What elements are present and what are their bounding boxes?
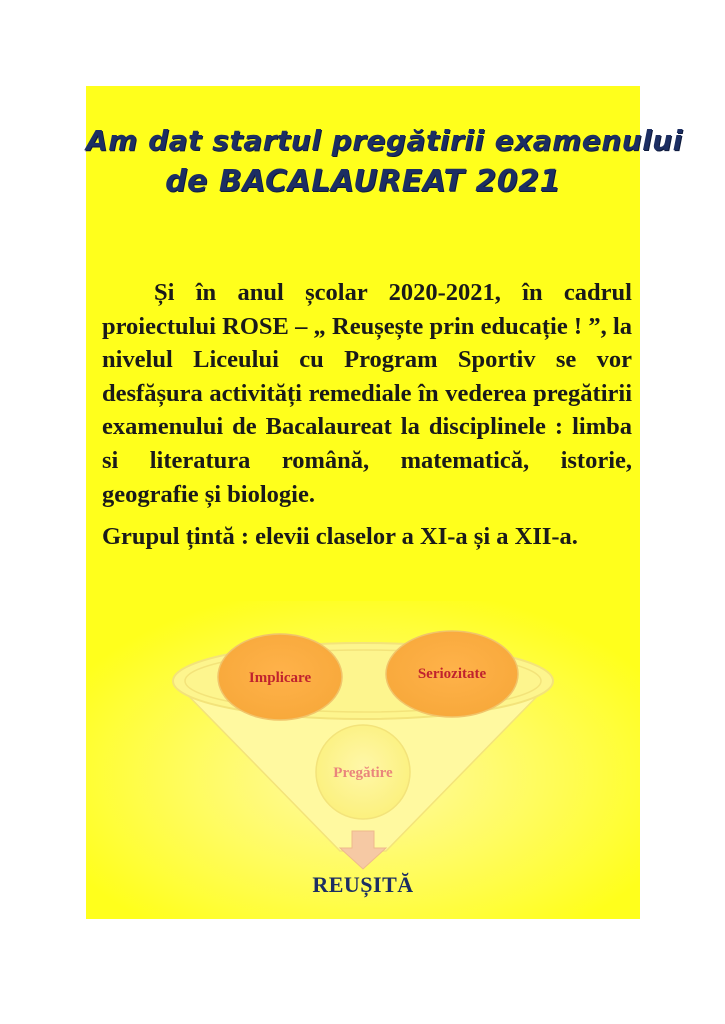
title-line-2: de BACALAUREAT 2021 (165, 164, 561, 199)
label-implicare: Implicare (248, 670, 312, 686)
result-label: REUȘITĂ (312, 872, 414, 897)
label-seriozitate: Seriozitate (417, 666, 487, 682)
poster (86, 86, 683, 919)
body-paragraph: Și în anul școlar 2020-2021, în cadrul proiectului ROSE – „ Reușește prin educație ! ”, la nivelul Liceului cu Program Sportiv se vor desfășura activități remediale în vederea pregătirii examenului de Bacalaureat la disciplinele : limba si literatura română, matematică, istorie, geografie și biologie. (102, 279, 632, 508)
title-line-1: Am dat startul pregătirii examenului (86, 124, 683, 157)
target-group-text: Grupul țintă : elevii claselor a XI-a și a XII-a. (102, 523, 578, 550)
label-pregatire: Pregătire (333, 765, 393, 781)
